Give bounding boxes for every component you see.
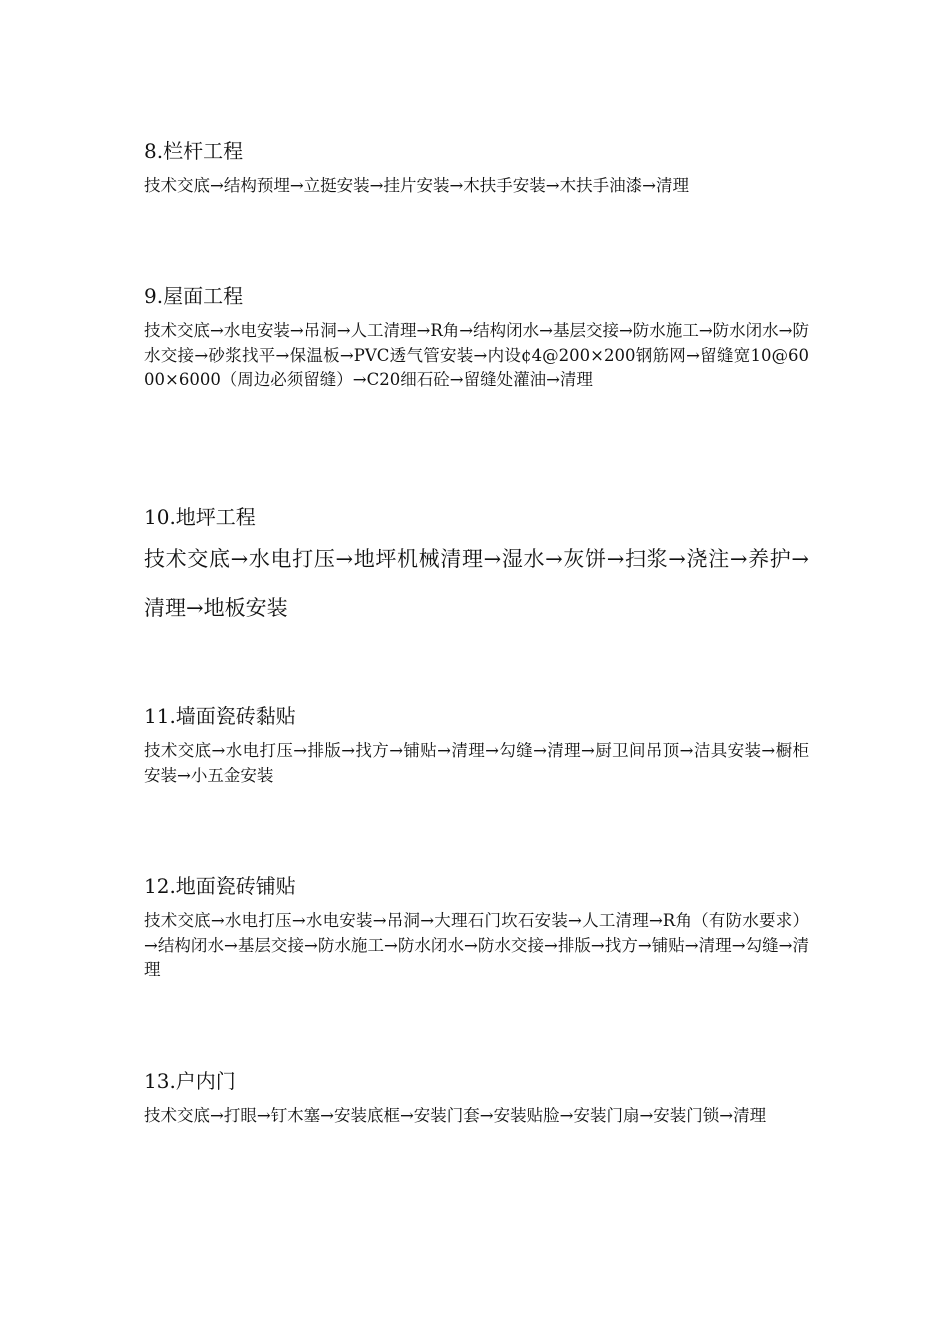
section-railing <box>144 137 809 199</box>
section-interior-doors <box>144 1067 809 1129</box>
section-heading: 8.栏杆工程 <box>144 139 244 163</box>
section-floor-screed <box>144 503 809 633</box>
section-heading: 10.地坪工程 <box>144 505 256 529</box>
section-body: 技术交底→水电打压→地坪机械清理→湿水→灰饼→扫浆→浇注→养护→清理→地板安装 <box>144 547 809 620</box>
section-heading: 9.屋面工程 <box>144 284 244 308</box>
section-body: 技术交底→水电打压→水电安装→吊洞→大理石门坎石安装→人工清理→R角（有防水要求）→结构闭水→基层交接→防水施工→防水闭水→防水交接→排版→找方→铺贴→清理→勾缝→清理 <box>144 911 809 979</box>
section-body: 技术交底→结构预埋→立挺安装→挂片安装→木扶手安装→木扶手油漆→清理 <box>144 176 689 195</box>
section-heading: 12.地面瓷砖铺贴 <box>144 874 296 898</box>
section-wall-tiling <box>144 702 809 788</box>
section-body: 技术交底→水电安装→吊洞→人工清理→R角→结构闭水→基层交接→防水施工→防水闭水→防水交接→砂浆找平→保温板→PVC透气管安装→内设¢4@200×200钢筋网→留缝宽10@6000×6000（周边必须留缝）→C20细石砼→留缝处灌油→清理 <box>144 321 809 389</box>
section-floor-tiling <box>144 872 809 983</box>
section-body: 技术交底→打眼→钉木塞→安装底框→安装门套→安装贴脸→安装门扇→安装门锁→清理 <box>144 1106 767 1125</box>
section-heading: 13.户内门 <box>144 1069 236 1093</box>
section-heading: 11.墙面瓷砖黏贴 <box>144 704 296 728</box>
section-body: 技术交底→水电打压→排版→找方→铺贴→清理→勾缝→清理→厨卫间吊顶→洁具安装→橱柜安装→小五金安装 <box>144 741 809 785</box>
section-roofing <box>144 282 809 393</box>
